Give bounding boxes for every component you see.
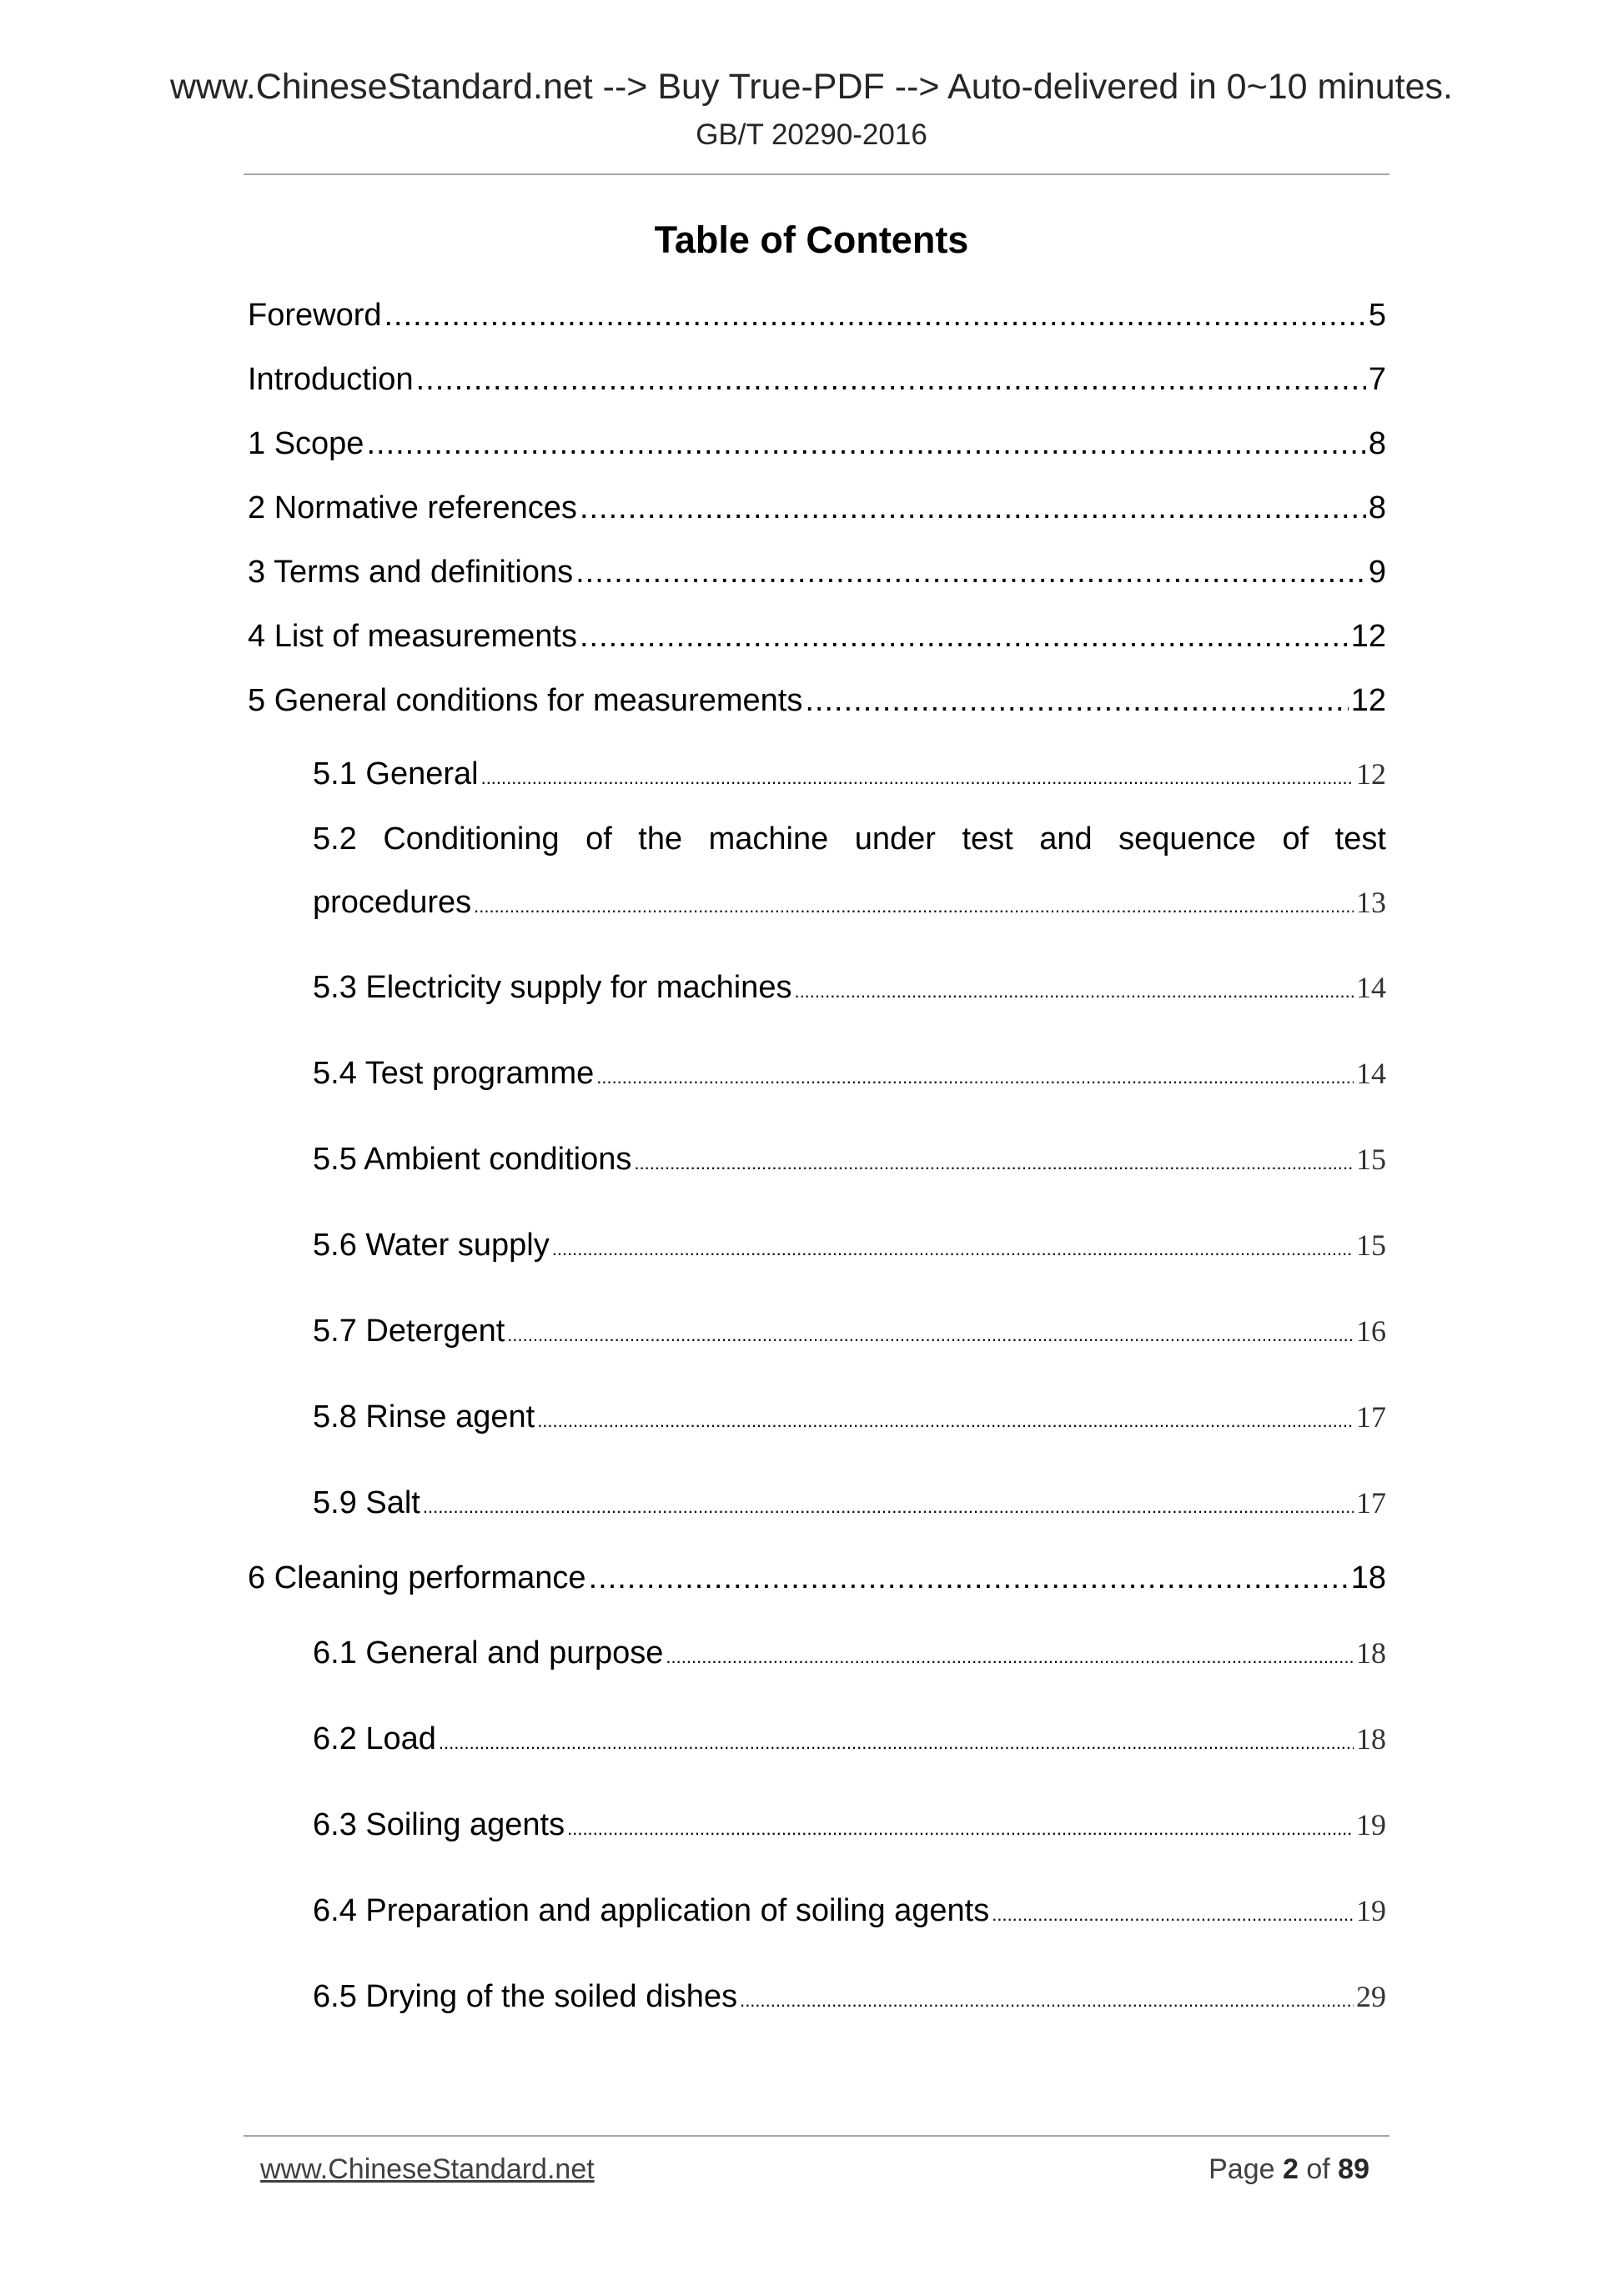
toc-entry-label: 5.9 Salt [313, 1485, 420, 1520]
toc-entry-5-8[interactable] [313, 1394, 1386, 1440]
toc-entry-5-3[interactable] [313, 964, 1386, 1011]
dot-leader [589, 1555, 1349, 1601]
toc-word: of [585, 821, 612, 857]
toc-entry-page: 29 [1356, 1980, 1386, 2013]
toc-entry-page: 14 [1356, 971, 1386, 1004]
toc-entry-page: 15 [1356, 1143, 1386, 1176]
toc-entry-label: 5.8 Rinse agent [313, 1399, 535, 1434]
toc-entry-label: 3 Terms and definitions [248, 555, 574, 590]
toc-word: Conditioning [383, 821, 560, 857]
toc-entry-label: 6.1 General and purpose [313, 1635, 664, 1671]
toc-entry-page: 16 [1356, 1314, 1386, 1348]
toc-entry-page: 8 [1368, 490, 1386, 525]
page-prefix: Page [1208, 2153, 1275, 2185]
toc-entry-page: 12 [1356, 757, 1386, 791]
dot-leader [552, 1222, 1354, 1269]
toc-entry-label: 6.5 Drying of the soiled dishes [313, 1979, 738, 2014]
toc-entry-6-4[interactable] [313, 1887, 1386, 1934]
toc-entry-5-5[interactable] [313, 1136, 1386, 1183]
dot-leader [567, 1801, 1354, 1848]
page-total: 89 [1338, 2153, 1369, 2185]
toc-entry-label: 5.5 Ambient conditions [313, 1142, 632, 1177]
dot-leader [794, 964, 1354, 1011]
dot-leader [992, 1887, 1354, 1934]
toc-entry-page: 15 [1356, 1228, 1386, 1262]
header-banner: www.ChineseStandard.net --> Buy True-PDF --> Auto-delivered in 0~10 minutes. [169, 67, 1453, 107]
dot-leader [580, 485, 1366, 531]
toc-entry-label: 5.3 Electricity supply for machines [313, 970, 792, 1005]
toc-word: and [1039, 821, 1093, 857]
toc-entry-introduction[interactable] [248, 356, 1386, 403]
toc-word: machine [708, 821, 829, 857]
toc-entry-label: procedures [313, 885, 472, 920]
toc-entry-page: 18 [1356, 1722, 1386, 1756]
toc-word: 5.2 [313, 821, 357, 857]
dot-leader [439, 1716, 1354, 1762]
toc-entry-5-6[interactable] [313, 1222, 1386, 1269]
toc-entry-terms-definitions[interactable] [248, 549, 1386, 595]
dot-leader [507, 1308, 1354, 1354]
toc-entry-label: 4 List of measurements [248, 619, 577, 654]
dot-leader [596, 1050, 1354, 1097]
toc-entry-list-of-measurements[interactable] [248, 613, 1386, 660]
toc-entry-label: 5.7 Detergent [313, 1314, 505, 1349]
toc-entry-normative-references[interactable] [248, 485, 1386, 531]
toc-entry-page: 17 [1356, 1486, 1386, 1520]
toc-entry-page: 18 [1350, 1560, 1386, 1595]
dot-leader [666, 1630, 1354, 1676]
toc-entry-page: 19 [1356, 1894, 1386, 1927]
toc-word: of [1282, 821, 1309, 857]
toc-word: under [854, 821, 936, 857]
dot-leader [634, 1136, 1354, 1183]
toc-word: the [638, 821, 683, 857]
toc-word: test [1334, 821, 1386, 857]
toc-entry-general-conditions[interactable] [248, 677, 1386, 724]
page-of: of [1306, 2153, 1330, 2185]
toc-entry-label: 6.3 Soiling agents [313, 1807, 565, 1842]
toc-entry-5-2-line1[interactable] [313, 816, 1386, 862]
toc-entry-6-1[interactable] [313, 1630, 1386, 1676]
page-number [1208, 2148, 1369, 2190]
dot-leader [416, 356, 1366, 403]
toc-entry-scope[interactable] [248, 420, 1386, 467]
dot-leader [366, 420, 1365, 467]
dot-leader [740, 1973, 1354, 2020]
toc-entry-label: 5.4 Test programme [313, 1056, 595, 1091]
toc-entry-5-1[interactable] [313, 751, 1386, 797]
toc-entry-label: 6.2 Load [313, 1721, 436, 1756]
toc-word: sequence [1118, 821, 1256, 857]
toc-entry-page: 13 [1356, 886, 1386, 919]
toc-entry-page: 19 [1356, 1808, 1386, 1841]
toc-entry-label: 5 General conditions for measurements [248, 683, 803, 718]
toc-entry-5-7[interactable] [313, 1308, 1386, 1354]
toc-entry-page: 7 [1368, 362, 1386, 397]
toc-entry-label: 1 Scope [248, 426, 364, 461]
toc-entry-label: 6.4 Preparation and application of soiling agents [313, 1893, 990, 1928]
toc-entry-5-9[interactable] [313, 1480, 1386, 1526]
toc-entry-page: 12 [1350, 683, 1386, 718]
standard-code: GB/T 20290-2016 [696, 118, 927, 151]
toc-entry-label: 2 Normative references [248, 490, 577, 525]
dot-leader [474, 879, 1354, 926]
dot-leader [805, 677, 1348, 724]
toc-entry-6-3[interactable] [313, 1801, 1386, 1848]
toc-entry-label: Foreword [248, 298, 382, 333]
toc-entry-foreword[interactable] [248, 292, 1386, 339]
toc-word: test [962, 821, 1013, 857]
page-title: Table of Contents [654, 219, 969, 261]
dot-leader [481, 751, 1354, 797]
toc-entry-label: Introduction [248, 362, 414, 397]
dot-leader [575, 549, 1366, 595]
toc-entry-label: 6 Cleaning performance [248, 1560, 586, 1595]
toc-entry-page: 14 [1356, 1057, 1386, 1090]
toc-entry-cleaning-performance[interactable] [248, 1555, 1386, 1601]
toc-entry-page: 17 [1356, 1400, 1386, 1434]
toc-entry-6-2[interactable] [313, 1716, 1386, 1762]
toc-entry-6-5[interactable] [313, 1973, 1386, 2020]
toc-entry-label: 5.6 Water supply [313, 1228, 550, 1263]
toc-entry-page: 5 [1368, 298, 1386, 333]
toc-entry-5-4[interactable] [313, 1050, 1386, 1097]
footer-website-link[interactable]: www.ChineseStandard.net [260, 2153, 595, 2185]
dot-leader [384, 292, 1366, 339]
toc-entry-5-2-line2[interactable] [313, 879, 1386, 926]
toc-entry-page: 8 [1368, 426, 1386, 461]
toc-entry-label: 5.1 General [313, 756, 479, 791]
footer-divider [244, 2135, 1389, 2137]
dot-leader [580, 613, 1349, 660]
page-current: 2 [1282, 2153, 1299, 2185]
toc-entry-page: 12 [1350, 619, 1386, 654]
dot-leader [423, 1480, 1354, 1526]
toc-entry-page: 18 [1356, 1636, 1386, 1670]
dot-leader [537, 1394, 1354, 1440]
toc-entry-page: 9 [1368, 555, 1386, 590]
